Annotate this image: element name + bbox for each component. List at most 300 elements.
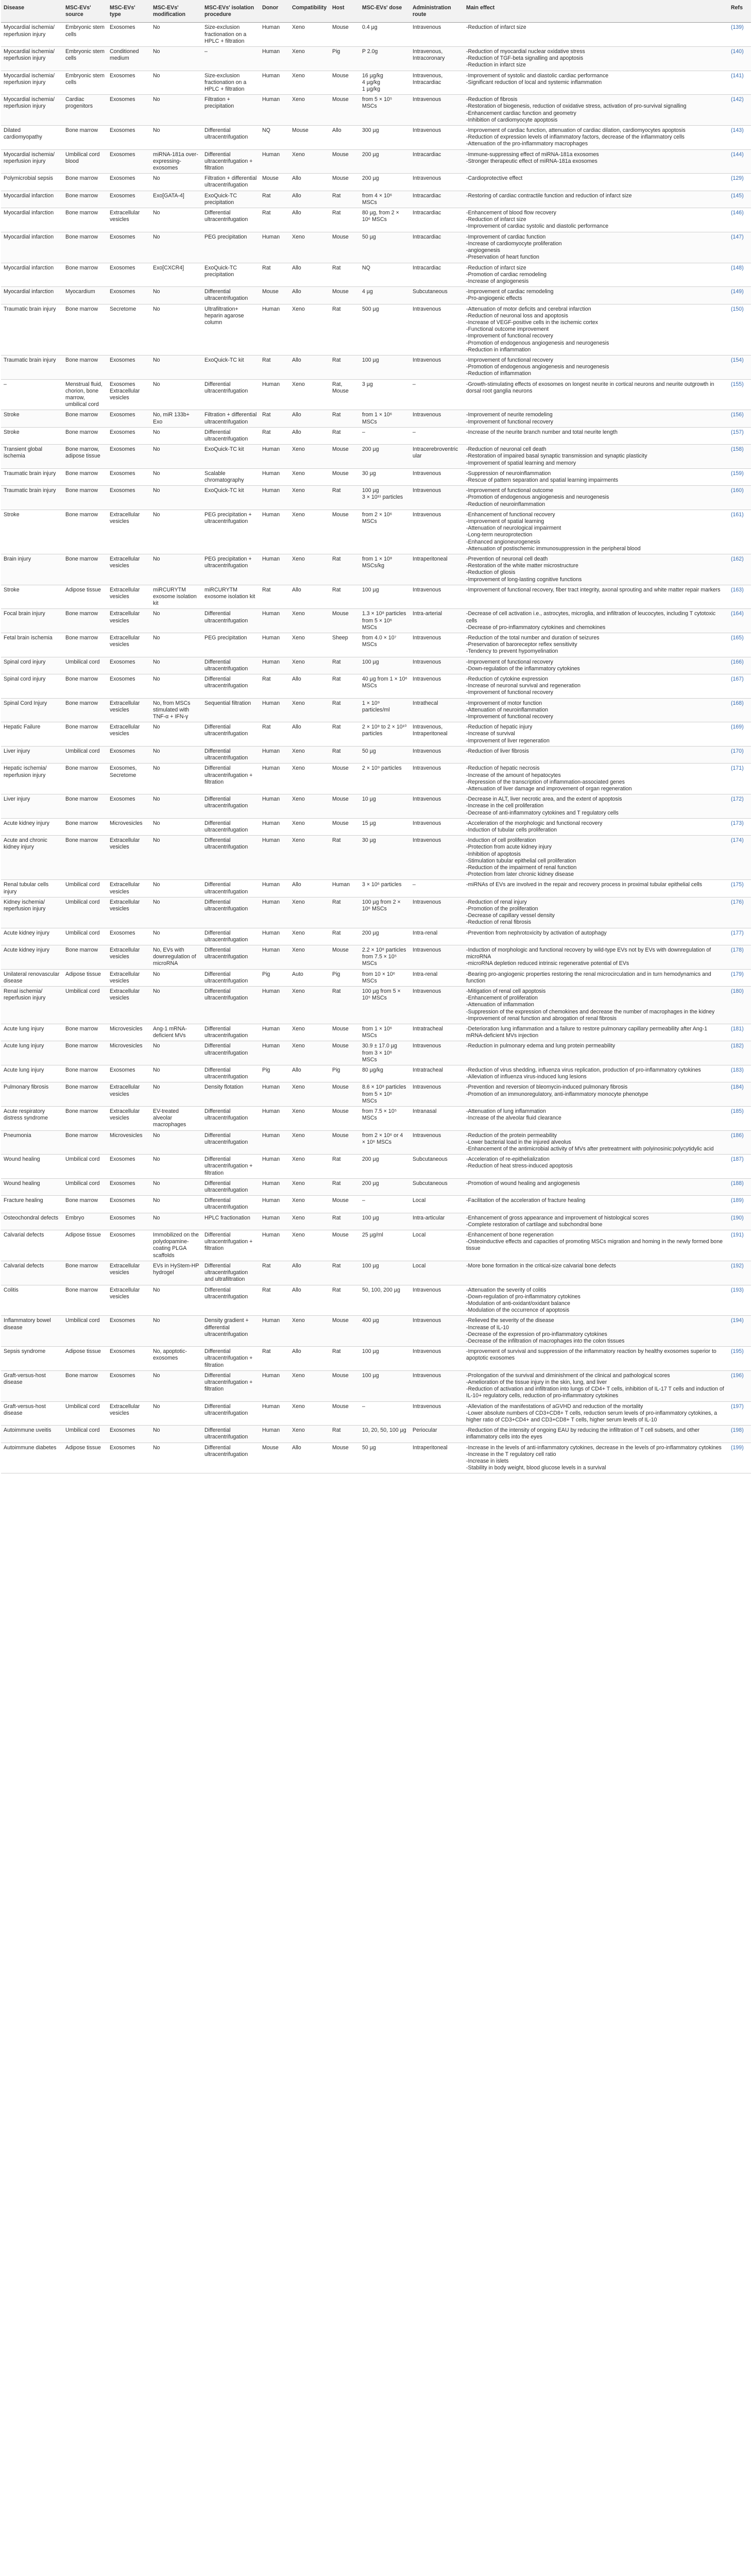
- modification-cell: No: [150, 1065, 202, 1082]
- table-row: [1, 657, 751, 674]
- route-cell: Intravenous: [410, 794, 464, 819]
- type-cell: Exosomes: [107, 1426, 150, 1443]
- table-row: [1, 445, 751, 469]
- disease-cell: Renal ischemia/ reperfusion injury: [1, 986, 63, 1024]
- cell-line: -Improvement of cardiac remodeling: [466, 289, 554, 295]
- route-cell: Intravenous: [410, 1041, 464, 1065]
- compatibility-cell: Xeno: [289, 468, 330, 485]
- dose-cell: 2 × 10⁸ to 2 × 10¹⁰ particles: [360, 722, 410, 747]
- route-cell: Intravenous: [410, 836, 464, 880]
- modification-cell: No: [150, 468, 202, 485]
- main-effect-cell: [464, 1285, 728, 1316]
- source-cell: Bone marrow: [63, 554, 107, 585]
- main-effect-cell: -Cardioprotective effect: [464, 174, 728, 191]
- source-cell: Adipose tissue: [63, 1347, 107, 1371]
- compatibility-cell: Xeno: [289, 609, 330, 633]
- host-cell: Rat: [330, 928, 360, 945]
- dose-cell: 400 µg: [360, 1316, 410, 1347]
- cell-line: -Relieved the severity of the disease: [466, 1317, 554, 1324]
- host-cell: Rat: [330, 1347, 360, 1371]
- modification-cell: No: [150, 486, 202, 510]
- type-cell: Exosomes: [107, 95, 150, 126]
- table-row: [1, 1178, 751, 1195]
- table-row: [1, 633, 751, 657]
- cell-line: -Induction of cell proliferation: [466, 837, 536, 844]
- table-row: [1, 880, 751, 897]
- cell-line: -Attenuation of postischemic immunosuppression in the peripheral blood: [466, 545, 641, 552]
- modification-cell: No: [150, 1316, 202, 1347]
- compatibility-cell: Allo: [289, 880, 330, 897]
- source-cell: Bone marrow: [63, 674, 107, 699]
- type-cell: Extracellular vesicles: [107, 969, 150, 986]
- ref-cell: (157): [728, 427, 751, 444]
- host-cell: Mouse: [330, 71, 360, 95]
- type-cell: Exosomes, Secretome: [107, 764, 150, 794]
- disease-cell: Renal tubular cells injury: [1, 880, 63, 897]
- host-cell: Pig: [330, 1065, 360, 1082]
- route-cell: Intravenous, Intracardiac: [410, 71, 464, 95]
- donor-cell: Human: [260, 445, 289, 469]
- isolation-cell: Differential ultracentrifugation: [202, 427, 260, 444]
- dose-cell: 30.9 ± 17.0 µg from 3 × 10⁶ MSCs: [360, 1041, 410, 1065]
- cell-line: -Reduction of cytokine expression: [466, 676, 548, 683]
- table-row: [1, 355, 751, 379]
- isolation-cell: Differential ultracentrifugation: [202, 1401, 260, 1426]
- ref-cell: (176): [728, 897, 751, 928]
- cell-line: -Enhancement of bone regeneration: [466, 1232, 554, 1239]
- cell-line: -Increase of cardiomyocyte proliferation: [466, 240, 562, 247]
- route-cell: Periocular: [410, 1426, 464, 1443]
- cell-line: -Rescue of pattern separation and spatial learning impairments: [466, 477, 619, 483]
- table-row: [1, 764, 751, 794]
- type-cell: Exosomes: [107, 23, 150, 47]
- host-cell: Mouse: [330, 1107, 360, 1131]
- cell-line: -Attenuation of the pro-inflammatory macrophages: [466, 141, 588, 147]
- host-cell: Rat: [330, 1285, 360, 1316]
- main-effect-cell: -Increase of the neurite branch number and total neurite length: [464, 427, 728, 444]
- dose-cell: 1 × 10⁹ particles/ml: [360, 698, 410, 722]
- type-cell: Exosomes: [107, 1178, 150, 1195]
- host-cell: Mouse: [330, 794, 360, 819]
- host-cell: Mouse: [330, 945, 360, 969]
- type-cell: Extracellular vesicles: [107, 208, 150, 232]
- ref-cell: (190): [728, 1213, 751, 1230]
- source-cell: Menstrual fluid, chorion, bone marrow, umbilical cord: [63, 379, 107, 410]
- dose-cell: 50 µg: [360, 746, 410, 763]
- header-cell: Refs: [728, 0, 751, 23]
- main-effect-cell: [464, 554, 728, 585]
- cell-line: -Restoration of impaired basal synaptic transmission and synaptic plasticity: [466, 453, 647, 460]
- disease-cell: Graft-versus-host disease: [1, 1401, 63, 1426]
- isolation-cell: Differential ultracentrifugation: [202, 794, 260, 819]
- route-cell: Intratracheal: [410, 1024, 464, 1041]
- table-row: [1, 1316, 751, 1347]
- table-body: [1, 23, 751, 1473]
- ref-cell: (188): [728, 1178, 751, 1195]
- dose-cell: from 10 × 10⁶ MSCs: [360, 969, 410, 986]
- host-cell: Mouse: [330, 1316, 360, 1347]
- main-effect-cell: [464, 126, 728, 150]
- modification-cell: No: [150, 674, 202, 699]
- type-cell: Exosomes: [107, 1065, 150, 1082]
- compatibility-cell: Allo: [289, 1065, 330, 1082]
- disease-cell: Myocardial ischemia/ reperfusion injury: [1, 95, 63, 126]
- compatibility-cell: Xeno: [289, 746, 330, 763]
- isolation-cell: PEG precipitation + ultracentrifugation: [202, 510, 260, 554]
- isolation-cell: Filtration + precipitation: [202, 95, 260, 126]
- host-cell: Mouse: [330, 1082, 360, 1107]
- modification-cell: No, miR 133b+ Exo: [150, 410, 202, 427]
- ref-cell: (195): [728, 1347, 751, 1371]
- compatibility-cell: Xeno: [289, 445, 330, 469]
- host-cell: Mouse: [330, 1024, 360, 1041]
- isolation-cell: Differential ultracentrifugation: [202, 1285, 260, 1316]
- host-cell: Allo: [330, 126, 360, 150]
- cell-line: -Inhibition of apoptosis: [466, 851, 521, 857]
- ref-cell: (164): [728, 609, 751, 633]
- dose-cell: 100 µg: [360, 1370, 410, 1401]
- compatibility-cell: Xeno: [289, 928, 330, 945]
- type-cell: Extracellular vesicles: [107, 945, 150, 969]
- ref-cell: (158): [728, 445, 751, 469]
- route-cell: Intravenous: [410, 410, 464, 427]
- dose-cell: 200 µg: [360, 149, 410, 174]
- compatibility-cell: Xeno: [289, 554, 330, 585]
- modification-cell: No: [150, 818, 202, 835]
- table-row: [1, 836, 751, 880]
- cell-line: -Reduction of fibrosis: [466, 96, 518, 103]
- host-cell: Rat: [330, 1426, 360, 1443]
- isolation-cell: Differential ultracentrifugation + filtration: [202, 149, 260, 174]
- cell-line: -Suppression of the expression of chemokines and decrease the number of macrophages in the kidney: [466, 1008, 715, 1015]
- type-cell: Secretome: [107, 304, 150, 355]
- source-cell: Embryo: [63, 1213, 107, 1230]
- compatibility-cell: Xeno: [289, 1082, 330, 1107]
- disease-cell: Acute and chronic kidney injury: [1, 836, 63, 880]
- main-effect-cell: [464, 722, 728, 747]
- main-effect-cell: [464, 609, 728, 633]
- modification-cell: No: [150, 23, 202, 47]
- cell-line: -Reduction of expression levels of inflammatory factors, decrease of the inflammatory cells: [466, 134, 685, 141]
- donor-cell: Human: [260, 232, 289, 263]
- main-effect-cell: -Reduction of liver fibrosis: [464, 746, 728, 763]
- host-cell: Pig: [330, 969, 360, 986]
- modification-cell: No: [150, 880, 202, 897]
- donor-cell: Human: [260, 1041, 289, 1065]
- dose-cell: 2.2 × 10⁸ particles from 7.5 × 10⁵ MSCs: [360, 945, 410, 969]
- cell-line: -Down-regulation of the inflammatory cytokines: [466, 665, 580, 672]
- route-cell: Intra-arterial: [410, 609, 464, 633]
- host-cell: Rat: [330, 674, 360, 699]
- cell-line: -Decrease of the expression of pro-inflammatory cytokines: [466, 1331, 607, 1337]
- host-cell: Mouse: [330, 149, 360, 174]
- isolation-cell: Scalable chromatography: [202, 468, 260, 485]
- table-row: [1, 794, 751, 819]
- cell-line: -Improvement of systolic and diastolic cardiac performance: [466, 72, 609, 79]
- compatibility-cell: Xeno: [289, 1107, 330, 1131]
- cell-line: -Promotion of endogenous angiogenesis and neurogenesis: [466, 340, 609, 346]
- type-cell: Exosomes: [107, 1155, 150, 1179]
- host-cell: Rat: [330, 746, 360, 763]
- disease-cell: Brain injury: [1, 554, 63, 585]
- cell-line: -Reduction in inflammation: [466, 346, 531, 353]
- main-effect-cell: [464, 818, 728, 835]
- table-row: [1, 1443, 751, 1473]
- source-cell: Embryonic stem cells: [63, 47, 107, 71]
- isolation-cell: Differential ultracentrifugation + filtration: [202, 1347, 260, 1371]
- disease-cell: Acute respiratory distress syndrome: [1, 1107, 63, 1131]
- host-cell: Rat: [330, 986, 360, 1024]
- ref-cell: (161): [728, 510, 751, 554]
- ref-cell: (198): [728, 1426, 751, 1443]
- type-cell: Exosomes: [107, 928, 150, 945]
- main-effect-cell: [464, 304, 728, 355]
- cell-line: -Improvement of spatial learning: [466, 518, 544, 524]
- route-cell: Intravenous: [410, 585, 464, 609]
- main-effect-cell: [464, 698, 728, 722]
- ref-cell: (141): [728, 71, 751, 95]
- host-cell: Rat: [330, 208, 360, 232]
- main-effect-cell: [464, 510, 728, 554]
- header-cell: Main effect: [464, 0, 728, 23]
- modification-cell: No: [150, 208, 202, 232]
- source-cell: Bone marrow: [63, 1041, 107, 1065]
- modification-cell: Exo[GATA-4]: [150, 191, 202, 208]
- type-cell: Exosomes: [107, 794, 150, 819]
- isolation-cell: Differential ultracentrifugation: [202, 1041, 260, 1065]
- type-cell: Conditioned medium: [107, 47, 150, 71]
- modification-cell: No, apoptotic-exosomes: [150, 1347, 202, 1371]
- ref-cell: (155): [728, 379, 751, 410]
- header-cell: Compatibility: [289, 0, 330, 23]
- donor-cell: Human: [260, 657, 289, 674]
- source-cell: Bone marrow: [63, 126, 107, 150]
- host-cell: Mouse: [330, 818, 360, 835]
- host-cell: Mouse: [330, 95, 360, 126]
- disease-cell: Wound healing: [1, 1155, 63, 1179]
- cell-line: -Down-regulation of pro-inflammatory cytokines: [466, 1293, 580, 1300]
- ref-cell: (192): [728, 1261, 751, 1285]
- disease-cell: Myocardial ischemia/ reperfusion injury: [1, 23, 63, 47]
- donor-cell: Mouse: [260, 174, 289, 191]
- table-row: [1, 897, 751, 928]
- main-effect-cell: [464, 232, 728, 263]
- cell-line: -Increase in the cell proliferation: [466, 803, 544, 809]
- cell-line: 1 µg/kg: [362, 86, 380, 93]
- table-row: [1, 969, 751, 986]
- table-row: [1, 585, 751, 609]
- main-effect-cell: -Reduction of the intensity of ongoing EAU by reducing the infiltration of T cell subsets, and other inflammatory cells into the eyes: [464, 1426, 728, 1443]
- modification-cell: No: [150, 95, 202, 126]
- cell-line: -Complete restoration of cartilage and subchondral bone: [466, 1221, 603, 1228]
- dose-cell: 100 µg: [360, 1213, 410, 1230]
- type-cell: Extracellular vesicles: [107, 1082, 150, 1107]
- main-effect-cell: -Bearing pro-angiogenic properties restoring the renal microcirculation and in turn hemodynamics and function: [464, 969, 728, 986]
- compatibility-cell: Xeno: [289, 698, 330, 722]
- cell-line: -Reduction of the total number and duration of seizures: [466, 635, 600, 641]
- route-cell: Intraperitoneal: [410, 554, 464, 585]
- route-cell: Intracerebroventricular: [410, 445, 464, 469]
- cell-line: -Enhancement of functional recovery: [466, 511, 555, 518]
- table-row: [1, 1107, 751, 1131]
- modification-cell: No: [150, 897, 202, 928]
- table-row: [1, 149, 751, 174]
- cell-line: -Increase of IL-10: [466, 1324, 509, 1331]
- compatibility-cell: Allo: [289, 263, 330, 287]
- isolation-cell: Differential ultracentrifugation: [202, 1065, 260, 1082]
- compatibility-cell: Xeno: [289, 1370, 330, 1401]
- donor-cell: Pig: [260, 1065, 289, 1082]
- isolation-cell: Differential ultracentrifugation: [202, 986, 260, 1024]
- isolation-cell: Differential ultracentrifugation + filtration: [202, 1370, 260, 1401]
- table-row: [1, 609, 751, 633]
- route-cell: Intravenous: [410, 657, 464, 674]
- dose-cell: from 4.0 × 10⁷ MSCs: [360, 633, 410, 657]
- host-cell: Rat: [330, 304, 360, 355]
- route-cell: Intravenous: [410, 355, 464, 379]
- type-cell: Microvesicles: [107, 1024, 150, 1041]
- compatibility-cell: Xeno: [289, 232, 330, 263]
- main-effect-cell: -Prevention from nephrotoxicity by activation of autophagy: [464, 928, 728, 945]
- isolation-cell: Ultrafiltration+ heparin agarose column: [202, 304, 260, 355]
- isolation-cell: miRCURYTM exosome isolation kit: [202, 585, 260, 609]
- isolation-cell: Differential ultracentrifugation: [202, 126, 260, 150]
- cell-line: -Stability in body weight, blood glucose levels in a survival: [466, 1465, 606, 1471]
- source-cell: Bone marrow: [63, 1261, 107, 1285]
- disease-cell: Spinal cord injury: [1, 657, 63, 674]
- route-cell: –: [410, 427, 464, 444]
- source-cell: Bone marrow: [63, 427, 107, 444]
- cell-line: -Improvement of motor function: [466, 700, 542, 706]
- dose-cell: 200 µg: [360, 1155, 410, 1179]
- donor-cell: Human: [260, 1316, 289, 1347]
- cell-line: -Tendency to prevent hypomyelination: [466, 648, 558, 655]
- compatibility-cell: Xeno: [289, 1130, 330, 1155]
- dose-cell: from 7.5 × 10⁵ MSCs: [360, 1107, 410, 1131]
- disease-cell: Myocardial infarction: [1, 208, 63, 232]
- cell-line: -Increase of survival: [466, 731, 515, 737]
- host-cell: Mouse: [330, 287, 360, 304]
- table-row: [1, 986, 751, 1024]
- cell-line: -Improvement of functional recovery: [466, 689, 553, 696]
- disease-cell: Polymicrobial sepsis: [1, 174, 63, 191]
- compatibility-cell: Allo: [289, 208, 330, 232]
- cell-line: -Improvement of cardiac function, attenuation of cardiac dilation, cardiomyocytes apoptosis: [466, 127, 686, 134]
- modification-cell: No: [150, 1426, 202, 1443]
- compatibility-cell: Allo: [289, 1261, 330, 1285]
- isolation-cell: Density flotation: [202, 1082, 260, 1107]
- ref-cell: (180): [728, 986, 751, 1024]
- main-effect-cell: -Improvement of functional recovery, fiber tract integrity, axonal sprouting and white matter repair markers: [464, 585, 728, 609]
- main-effect-cell: -More bone formation in the critical-size calvarial bone defects: [464, 1261, 728, 1285]
- route-cell: Intra-renal: [410, 969, 464, 986]
- source-cell: Umbilical cord: [63, 746, 107, 763]
- isolation-cell: Differential ultracentrifugation: [202, 609, 260, 633]
- source-cell: Bone marrow: [63, 174, 107, 191]
- table-row: [1, 818, 751, 835]
- dose-cell: 15 µg: [360, 818, 410, 835]
- dose-cell: from 1 × 10⁶ MSCs: [360, 1024, 410, 1041]
- donor-cell: Human: [260, 1155, 289, 1179]
- type-cell: Exosomes: [107, 674, 150, 699]
- compatibility-cell: Xeno: [289, 149, 330, 174]
- ref-cell: (181): [728, 1024, 751, 1041]
- source-cell: Cardiac progenitors: [63, 95, 107, 126]
- table-row: [1, 698, 751, 722]
- disease-cell: Wound healing: [1, 1178, 63, 1195]
- cell-line: -Long-term neuroprotection: [466, 532, 533, 538]
- ref-cell: (185): [728, 1107, 751, 1131]
- modification-cell: No: [150, 794, 202, 819]
- modification-cell: No: [150, 1041, 202, 1065]
- header-cell: MSC-EVs' isolation procedure: [202, 0, 260, 23]
- ref-cell: (146): [728, 208, 751, 232]
- table-row: [1, 191, 751, 208]
- main-effect-cell: [464, 1370, 728, 1401]
- modification-cell: Immobilized on the polydopamine-coating PLGA scaffolds: [150, 1230, 202, 1261]
- dose-cell: 50 µg: [360, 1443, 410, 1473]
- modification-cell: No: [150, 71, 202, 95]
- modification-cell: No: [150, 1285, 202, 1316]
- source-cell: Bone marrow: [63, 1024, 107, 1041]
- table-row: [1, 126, 751, 150]
- ref-cell: (179): [728, 969, 751, 986]
- ref-cell: (182): [728, 1041, 751, 1065]
- cell-line: -Reduction of activation and infiltration into lungs of CD4+ T cells, inhibition of IL-17 T cells and induction of IL-10+ regulatory cells, reduction of pro-inflammatory cytokines: [466, 1386, 724, 1399]
- ref-cell: (167): [728, 674, 751, 699]
- donor-cell: Rat: [260, 722, 289, 747]
- cell-line: -Decrease of anti-inflammatory cytokines and T regulatory cells: [466, 809, 619, 816]
- type-cell: Extracellular vesicles: [107, 897, 150, 928]
- cell-line: -Induction of tubular cells proliferation: [466, 826, 557, 833]
- disease-cell: Myocardial infarction: [1, 287, 63, 304]
- dose-cell: 1.3 × 10⁸ particles from 5 × 10⁶ MSCs: [360, 609, 410, 633]
- source-cell: Bone marrow: [63, 410, 107, 427]
- disease-cell: Colitis: [1, 1285, 63, 1316]
- isolation-cell: Differential ultracentrifugation: [202, 674, 260, 699]
- disease-cell: Traumatic brain injury: [1, 304, 63, 355]
- disease-cell: Myocardial infarction: [1, 191, 63, 208]
- disease-cell: Liver injury: [1, 746, 63, 763]
- route-cell: Intravenous: [410, 174, 464, 191]
- route-cell: Intravenous: [410, 986, 464, 1024]
- isolation-cell: Filtration + differential ultracentrifugation: [202, 410, 260, 427]
- type-cell: Exosomes: [107, 445, 150, 469]
- source-cell: Bone marrow: [63, 191, 107, 208]
- cell-line: -Improvement of renal function and abrogation of renal fibrosis: [466, 1015, 617, 1022]
- compatibility-cell: Allo: [289, 585, 330, 609]
- main-effect-cell: [464, 149, 728, 174]
- route-cell: Intravenous: [410, 1082, 464, 1107]
- donor-cell: Human: [260, 945, 289, 969]
- cell-line: -Increase of neuronal survival and regeneration: [466, 683, 581, 689]
- disease-cell: Acute kidney injury: [1, 818, 63, 835]
- cell-line: -Increase of the amount of hepatocytes: [466, 772, 561, 778]
- dose-cell: from 4 × 10⁶ MSCs: [360, 191, 410, 208]
- compatibility-cell: Mouse: [289, 126, 330, 150]
- type-cell: Exosomes: [107, 149, 150, 174]
- type-cell: Exosomes: [107, 468, 150, 485]
- modification-cell: Exo[CXCR4]: [150, 263, 202, 287]
- cell-line: -Attenuation of lung inflammation: [466, 1108, 546, 1115]
- compatibility-cell: Xeno: [289, 897, 330, 928]
- host-cell: Mouse: [330, 1401, 360, 1426]
- compatibility-cell: Xeno: [289, 764, 330, 794]
- route-cell: Intravenous: [410, 945, 464, 969]
- main-effect-cell: [464, 1443, 728, 1473]
- route-cell: Intravenous: [410, 510, 464, 554]
- dose-cell: 8.6 × 10⁸ particles from 5 × 10⁶ MSCs: [360, 1082, 410, 1107]
